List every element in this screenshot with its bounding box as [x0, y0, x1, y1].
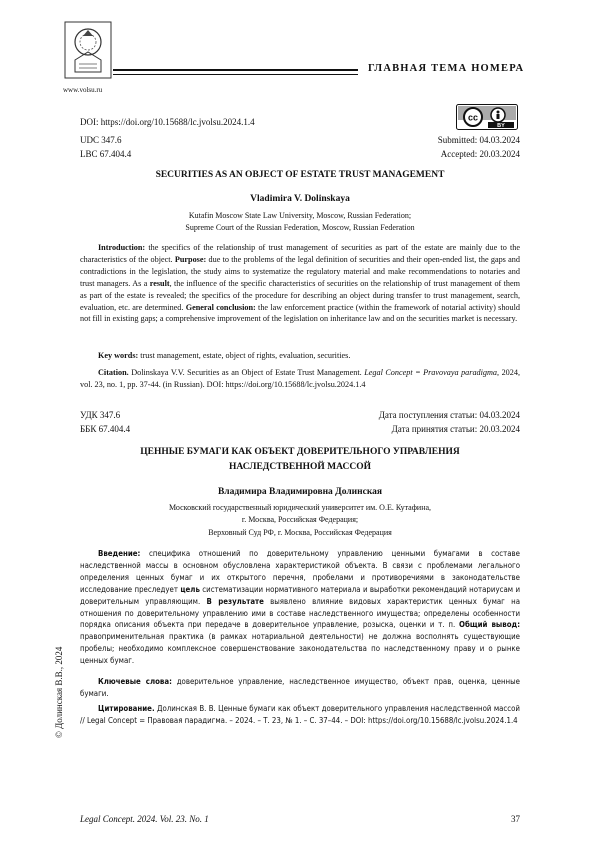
affiliation-line: г. Москва, Российская Федерация;: [241, 515, 359, 525]
site-url[interactable]: www.volsu.ru: [63, 86, 103, 94]
university-logo: [63, 20, 113, 82]
journal-name: Legal Concept. 2024. Vol. 23. No. 1: [80, 814, 209, 824]
submitted-date-ru: Дата поступления статьи: 04.03.2024: [378, 410, 520, 420]
submitted-date: Submitted: 04.03.2024: [437, 135, 520, 145]
accepted-date-ru: Дата принятия статьи: 20.03.2024: [391, 424, 520, 434]
page-footer: [80, 814, 520, 826]
affiliation-en: [80, 210, 520, 235]
affiliation-ru: [80, 502, 520, 539]
accepted-date: Accepted: 20.03.2024: [440, 149, 520, 159]
svg-text:BY: BY: [497, 123, 505, 129]
author-name-ru: Владимира Владимировна Долинская: [217, 487, 383, 497]
cc-by-license-badge: [456, 104, 518, 130]
lbc-code-ru: ББК 67.404.4: [80, 424, 131, 434]
affiliation-line: Kutafin Moscow State Law University, Moscow, Russian Federation;: [188, 211, 412, 220]
copyright-vertical: © Долинская В.В., 2024: [54, 646, 64, 738]
udc-code: UDC 347.6: [80, 135, 122, 145]
citation-en: Citation. Dolinskaya V.V. Securities as an Object of Estate Trust Management. Legal Concept = Pravovaya paradigma, 2024, vol. 23, no. 1, pp. 37-44. (in Russian). DOI: https://doi.org/10.15688/lc.jvolsu.2024.1.4: [80, 368, 520, 389]
keywords-ru: Ключевые слова: доверительное управление, наследственное имущество, объект прав, оценка, ценные бумаги.: [80, 677, 520, 698]
author-name-en: Vladimira V. Dolinskaya: [250, 194, 350, 204]
title-line: НАСЛЕДСТВЕННОЙ МАССОЙ: [228, 462, 371, 472]
affiliation-line: Supreme Court of the Russian Federation, Moscow, Russian Federation: [185, 223, 415, 233]
section-title: ГЛАВНАЯ ТЕМА НОМЕРА: [368, 63, 525, 74]
header-rule-thin: [113, 74, 358, 75]
keywords-en: Key words: trust management, estate, object of rights, evaluation, securities.: [98, 351, 351, 360]
header-rule: [113, 69, 358, 71]
article-title-en: SECURITIES AS AN OBJECT OF ESTATE TRUST MANAGEMENT: [155, 170, 445, 180]
svg-text:cc: cc: [467, 112, 479, 123]
doi-link[interactable]: DOI: https://doi.org/10.15688/lc.jvolsu.2024.1.4: [80, 117, 255, 127]
article-title-ru: [80, 445, 520, 475]
lbc-code: LBC 67.404.4: [80, 149, 132, 159]
page-number: 37: [511, 814, 520, 824]
citation-ru: Цитирование. Долинская В. В. Ценные бумаги как объект доверительного управления наследственной массой // Legal Concept = Правовая парадигма. – 2024. – Т. 23, № 1. – С. 37–44. – DOI: https://doi.org/10.15688/lc.jvolsu.2024.1.4: [80, 704, 520, 725]
abstract-ru: Введение: специфика отношений по доверительному управлению ценными бумагами в составе наследственной массы в основном обусловлена характеристикой объекта. В связи с проблемами легального определения ценных бумаг и их открытого перечня, пробелами и противоречиями в законодательстве исследование преследует цель систематизации нормативного материала и выработки рекомендаций нотариусам и доверительным управляющим. В результате выявлено влияние видовых характеристик ценных бумаг на отношения по доверительному управлению ими в составе наследственного имущества; определены особенности порядка описания объекта при передаче в доверительное управление, розыска, оценки и т. п. Общий вывод: правоприменительная практика (в рамках нотариальной деятельности) не должна восполнять существующие пробелы; необходимо комплексное совершенствование законодательства по наследственному праву и о рынке ценных бумаг.: [80, 549, 521, 666]
title-line: ЦЕННЫЕ БУМАГИ КАК ОБЪЕКТ ДОВЕРИТЕЛЬНОГО УПРАВЛЕНИЯ: [140, 447, 460, 457]
affiliation-line: Московский государственный юридический университет им. О.Е. Кутафина,: [168, 503, 432, 512]
affiliation-line: Верховный Суд РФ, г. Москва, Российская Федерация: [208, 527, 392, 537]
udc-code-ru: УДК 347.6: [80, 410, 121, 420]
abstract-en: Introduction: the specifics of the relationship of trust management of securities as part of the estate are mainly due to the characteristics of the object. Purpose: due to the problems of the legal definition of securities and their open-ended list, the gaps and contradictions in the legislation, the study aims to systematize the regulatory material and make recommendations to notaries and trust managers. As a result, the influence of the specific characteristics of securities on the relationship of trust management of them as part of the estate is revealed; the specifics of the procedure for describing an object during transfer to trust management, search, evaluation, etc. are determined. General conclusion: the law enforcement practice (within the framework of notarial activity) should not fill in existing gaps; a comprehensive improvement of the legislation on inheritance law and on the securities market is necessary.: [80, 243, 520, 324]
